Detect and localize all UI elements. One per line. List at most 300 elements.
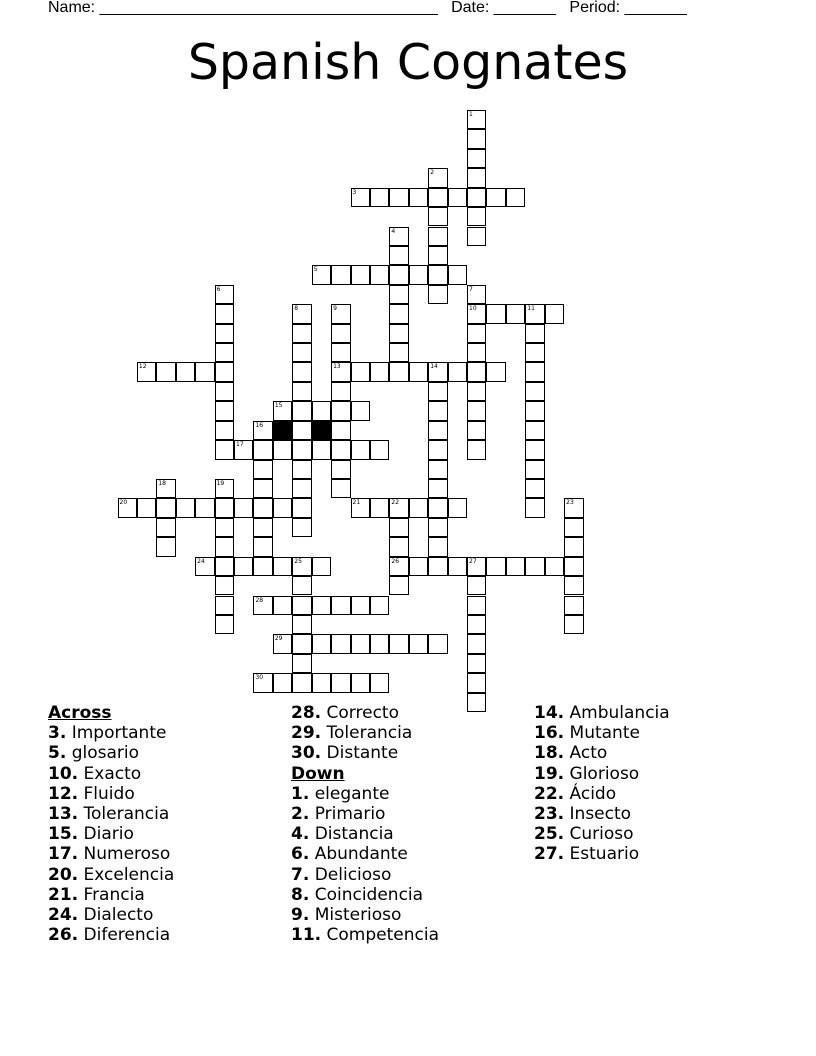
grid-cell[interactable] bbox=[486, 362, 505, 381]
grid-cell[interactable] bbox=[467, 440, 486, 459]
down-clue-9 bbox=[291, 905, 439, 925]
grid-cell[interactable] bbox=[253, 460, 272, 479]
grid-cell[interactable] bbox=[467, 285, 486, 304]
grid-cell[interactable] bbox=[370, 634, 389, 653]
down-clue-8 bbox=[291, 885, 439, 905]
cell-clue-number: 29 bbox=[274, 635, 283, 643]
grid-cell[interactable] bbox=[525, 557, 544, 576]
grid-cell[interactable] bbox=[389, 343, 408, 362]
grid-cell[interactable] bbox=[292, 421, 311, 440]
clue-number: 19. bbox=[534, 763, 565, 784]
date-line[interactable]: _______ bbox=[493, 0, 557, 16]
grid-cell[interactable] bbox=[428, 227, 447, 246]
grid-cell[interactable] bbox=[545, 557, 564, 576]
clue-number: 11. bbox=[291, 925, 322, 946]
cell-clue-number: 1 bbox=[469, 111, 473, 118]
grid-cell[interactable] bbox=[370, 498, 389, 517]
grid-cell[interactable] bbox=[428, 460, 447, 479]
clue-text: Primario bbox=[309, 804, 386, 825]
grid-cell[interactable] bbox=[273, 401, 292, 420]
cell-clue-number: 10 bbox=[469, 305, 477, 313]
grid-cell[interactable] bbox=[215, 324, 234, 343]
down-heading: Down bbox=[291, 763, 345, 784]
grid-cell[interactable] bbox=[195, 498, 214, 517]
grid-cell[interactable] bbox=[312, 557, 331, 576]
grid-cell[interactable] bbox=[234, 440, 253, 459]
grid-cell[interactable] bbox=[215, 615, 234, 634]
clue-number: 4. bbox=[291, 824, 310, 845]
grid-cell[interactable] bbox=[389, 285, 408, 304]
grid-cell[interactable] bbox=[312, 265, 331, 284]
grid-cell[interactable] bbox=[370, 440, 389, 459]
cell-clue-number: 19 bbox=[216, 479, 225, 487]
grid-cell[interactable] bbox=[215, 537, 234, 556]
grid-cell[interactable] bbox=[525, 324, 544, 343]
grid-cell[interactable] bbox=[409, 634, 428, 653]
cell-clue-number: 12 bbox=[138, 363, 147, 371]
grid-cell[interactable] bbox=[215, 576, 234, 595]
grid-cell[interactable] bbox=[273, 634, 292, 653]
grid-cell[interactable] bbox=[292, 596, 311, 615]
grid-cell[interactable] bbox=[389, 188, 408, 207]
clue-text: Tolerancia bbox=[321, 723, 413, 744]
grid-cell[interactable] bbox=[467, 382, 486, 401]
down-clue-6 bbox=[291, 844, 439, 864]
grid-cell[interactable] bbox=[467, 168, 486, 187]
grid-cell[interactable] bbox=[525, 498, 544, 517]
cell-clue-number: 15 bbox=[274, 402, 283, 410]
grid-cell[interactable] bbox=[156, 537, 175, 556]
grid-cell[interactable] bbox=[389, 557, 408, 576]
grid-cell[interactable] bbox=[137, 498, 156, 517]
clue-text: Diario bbox=[78, 824, 134, 845]
grid-cell[interactable] bbox=[448, 362, 467, 381]
clue-number: 30. bbox=[291, 743, 322, 764]
grid-cell[interactable] bbox=[351, 673, 370, 692]
grid-cell[interactable] bbox=[486, 188, 505, 207]
grid-cell[interactable] bbox=[545, 304, 564, 323]
clue-number: 3. bbox=[48, 723, 67, 744]
grid-cell[interactable] bbox=[467, 129, 486, 148]
grid-cell[interactable] bbox=[525, 479, 544, 498]
grid-cell[interactable] bbox=[486, 557, 505, 576]
cell-clue-number: 22 bbox=[391, 499, 400, 507]
grid-cell[interactable] bbox=[273, 673, 292, 692]
clue-text: Excelencia bbox=[78, 864, 175, 885]
grid-cell[interactable] bbox=[428, 634, 447, 653]
clue-text: Misterioso bbox=[309, 905, 402, 926]
cell-clue-number: 13 bbox=[333, 363, 341, 371]
across-clue-26 bbox=[48, 925, 174, 945]
grid-cell[interactable] bbox=[118, 498, 137, 517]
down-clue-11 bbox=[291, 925, 439, 945]
grid-cell[interactable] bbox=[292, 615, 311, 634]
cell-clue-number: 17 bbox=[236, 441, 244, 449]
cell-clue-number: 25 bbox=[294, 557, 302, 565]
down-clue-19 bbox=[534, 764, 670, 784]
grid-cell[interactable] bbox=[215, 421, 234, 440]
grid-cell[interactable] bbox=[467, 343, 486, 362]
grid-cell[interactable] bbox=[292, 401, 311, 420]
grid-cell[interactable] bbox=[331, 265, 350, 284]
grid-cell[interactable] bbox=[215, 362, 234, 381]
grid-cell[interactable] bbox=[351, 401, 370, 420]
grid-cell[interactable] bbox=[292, 634, 311, 653]
cell-clue-number: 18 bbox=[158, 479, 166, 487]
clue-text: elegante bbox=[309, 783, 390, 804]
grid-cell[interactable] bbox=[331, 324, 350, 343]
grid-cell[interactable] bbox=[467, 207, 486, 226]
cell-clue-number: 7 bbox=[469, 285, 473, 293]
cell-clue-number: 2 bbox=[430, 169, 435, 177]
clue-number: 14. bbox=[534, 703, 565, 723]
grid-cell[interactable] bbox=[389, 246, 408, 265]
grid-cell[interactable] bbox=[351, 596, 370, 615]
grid-cell[interactable] bbox=[428, 382, 447, 401]
clues-column-2 bbox=[291, 703, 439, 945]
grid-cell[interactable] bbox=[564, 498, 583, 517]
grid-cell[interactable] bbox=[331, 440, 350, 459]
down-clues-column-3 bbox=[534, 703, 670, 865]
cell-clue-number: 24 bbox=[197, 557, 205, 565]
grid-cell[interactable] bbox=[467, 693, 486, 712]
grid-cell[interactable] bbox=[156, 498, 175, 517]
grid-cell[interactable] bbox=[370, 265, 389, 284]
grid-cell[interactable] bbox=[428, 498, 447, 517]
across-clue-20 bbox=[48, 865, 174, 885]
grid-cell[interactable] bbox=[467, 304, 486, 323]
grid-cell[interactable] bbox=[525, 440, 544, 459]
cell-clue-number: 16 bbox=[255, 421, 264, 429]
clue-number: 12. bbox=[48, 783, 79, 804]
grid-cell[interactable] bbox=[467, 362, 486, 381]
grid-cell[interactable] bbox=[525, 382, 544, 401]
grid-cell[interactable] bbox=[215, 498, 234, 517]
grid-cell[interactable] bbox=[525, 304, 544, 323]
grid-cell[interactable] bbox=[331, 460, 350, 479]
grid-cell[interactable] bbox=[253, 518, 272, 537]
grid-cell[interactable] bbox=[351, 440, 370, 459]
across-heading: Across bbox=[48, 703, 112, 723]
clue-number: 16. bbox=[534, 723, 565, 744]
grid-cell[interactable] bbox=[564, 615, 583, 634]
clue-number: 18. bbox=[534, 743, 565, 764]
grid-cell[interactable] bbox=[292, 362, 311, 381]
grid-cell[interactable] bbox=[292, 343, 311, 362]
grid-cell[interactable] bbox=[525, 421, 544, 440]
grid-cell[interactable] bbox=[467, 673, 486, 692]
grid-cell[interactable] bbox=[467, 615, 486, 634]
grid-cell[interactable] bbox=[428, 168, 447, 187]
grid-cell[interactable] bbox=[428, 401, 447, 420]
down-clue-4 bbox=[291, 824, 439, 844]
across-clue-21 bbox=[48, 885, 174, 905]
grid-cell[interactable] bbox=[467, 596, 486, 615]
grid-cell[interactable] bbox=[467, 324, 486, 343]
grid-cell[interactable] bbox=[467, 654, 486, 673]
grid-cell[interactable] bbox=[428, 557, 447, 576]
grid-cell[interactable] bbox=[389, 518, 408, 537]
grid-cell[interactable] bbox=[448, 498, 467, 517]
clue-text: Glorioso bbox=[564, 763, 640, 784]
grid-cell[interactable] bbox=[215, 382, 234, 401]
grid-cell[interactable] bbox=[389, 634, 408, 653]
grid-cell[interactable] bbox=[292, 460, 311, 479]
grid-cell[interactable] bbox=[467, 634, 486, 653]
clue-number: 9. bbox=[291, 905, 310, 926]
grid-cell[interactable] bbox=[253, 479, 272, 498]
grid-cell[interactable] bbox=[215, 518, 234, 537]
across-clue-24 bbox=[48, 905, 174, 925]
grid-cell[interactable] bbox=[428, 285, 447, 304]
grid-cell[interactable] bbox=[312, 440, 331, 459]
grid-cell[interactable] bbox=[428, 479, 447, 498]
grid-cell[interactable] bbox=[564, 576, 583, 595]
grid-cell[interactable] bbox=[253, 673, 272, 692]
grid-cell[interactable] bbox=[389, 498, 408, 517]
grid-cell[interactable] bbox=[331, 382, 350, 401]
grid-cell[interactable] bbox=[234, 557, 253, 576]
grid-cell[interactable] bbox=[312, 401, 331, 420]
cell-clue-number: 30 bbox=[255, 674, 264, 682]
clue-number: 23. bbox=[534, 804, 565, 825]
cell-clue-number: 4 bbox=[391, 227, 396, 235]
grid-cell[interactable] bbox=[467, 576, 486, 595]
grid-cell[interactable] bbox=[525, 401, 544, 420]
grid-cell[interactable] bbox=[506, 304, 525, 323]
clue-text: Ambulancia bbox=[564, 703, 670, 723]
grid-cell[interactable] bbox=[428, 188, 447, 207]
down-clue-25 bbox=[534, 824, 670, 844]
cell-clue-number: 26 bbox=[391, 557, 400, 565]
name-line[interactable]: ______________________________________ bbox=[99, 0, 438, 16]
grid-cell[interactable] bbox=[312, 596, 331, 615]
grid-cell[interactable] bbox=[564, 518, 583, 537]
grid-cell[interactable] bbox=[448, 265, 467, 284]
clue-text: Insecto bbox=[564, 804, 632, 825]
down-clue-7 bbox=[291, 865, 439, 885]
grid-cell[interactable] bbox=[409, 362, 428, 381]
grid-cell[interactable] bbox=[448, 557, 467, 576]
grid-cell[interactable] bbox=[467, 401, 486, 420]
grid-cell[interactable] bbox=[389, 362, 408, 381]
grid-cell[interactable] bbox=[292, 673, 311, 692]
grid-cell[interactable] bbox=[273, 498, 292, 517]
clue-number: 26. bbox=[48, 925, 79, 946]
grid-cell[interactable] bbox=[389, 576, 408, 595]
grid-cell-black bbox=[312, 421, 331, 440]
grid-cell[interactable] bbox=[195, 362, 214, 381]
grid-cell[interactable] bbox=[292, 518, 311, 537]
clue-number: 7. bbox=[291, 864, 310, 885]
grid-cell[interactable] bbox=[156, 518, 175, 537]
grid-cell[interactable] bbox=[467, 557, 486, 576]
grid-cell[interactable] bbox=[428, 246, 447, 265]
grid-cell[interactable] bbox=[292, 324, 311, 343]
grid-cell[interactable] bbox=[409, 557, 428, 576]
grid-cell[interactable] bbox=[409, 498, 428, 517]
grid-cell[interactable] bbox=[273, 440, 292, 459]
grid-cell[interactable] bbox=[351, 265, 370, 284]
grid-cell[interactable] bbox=[506, 557, 525, 576]
grid-cell[interactable] bbox=[292, 304, 311, 323]
grid-cell[interactable] bbox=[292, 654, 311, 673]
down-clue-18 bbox=[534, 743, 670, 763]
grid-cell[interactable] bbox=[234, 498, 253, 517]
grid-cell[interactable] bbox=[467, 227, 486, 246]
grid-cell[interactable] bbox=[467, 110, 486, 129]
grid-cell[interactable] bbox=[370, 362, 389, 381]
grid-cell[interactable] bbox=[370, 596, 389, 615]
grid-cell[interactable] bbox=[389, 265, 408, 284]
clue-number: 28. bbox=[291, 703, 322, 723]
cell-clue-number: 23 bbox=[566, 499, 574, 507]
grid-cell[interactable] bbox=[312, 673, 331, 692]
grid-cell[interactable] bbox=[370, 188, 389, 207]
clue-text: Francia bbox=[78, 884, 145, 905]
period-line[interactable]: _______ bbox=[624, 0, 687, 16]
cell-clue-number: 5 bbox=[313, 266, 318, 274]
grid-cell[interactable] bbox=[564, 596, 583, 615]
grid-cell[interactable] bbox=[253, 557, 272, 576]
grid-cell[interactable] bbox=[331, 362, 350, 381]
grid-cell[interactable] bbox=[428, 440, 447, 459]
grid-cell[interactable] bbox=[215, 304, 234, 323]
grid-cell[interactable] bbox=[331, 401, 350, 420]
grid-cell[interactable] bbox=[331, 596, 350, 615]
grid-cell[interactable] bbox=[351, 498, 370, 517]
grid-cell[interactable] bbox=[389, 304, 408, 323]
grid-cell[interactable] bbox=[467, 149, 486, 168]
down-clue-2 bbox=[291, 804, 439, 824]
clue-text: Numeroso bbox=[78, 844, 171, 865]
grid-cell[interactable] bbox=[448, 188, 467, 207]
grid-cell[interactable] bbox=[253, 596, 272, 615]
across-clue-15 bbox=[48, 824, 174, 844]
grid-cell[interactable] bbox=[428, 421, 447, 440]
grid-cell[interactable] bbox=[292, 479, 311, 498]
cell-clue-number: 3 bbox=[352, 188, 357, 196]
cell-clue-number: 28 bbox=[255, 596, 264, 604]
grid-cell[interactable] bbox=[137, 362, 156, 381]
grid-cell[interactable] bbox=[331, 421, 350, 440]
name-label: Name: bbox=[48, 0, 96, 16]
clue-number: 2. bbox=[291, 804, 310, 825]
grid-cell[interactable] bbox=[215, 440, 234, 459]
grid-cell[interactable] bbox=[331, 479, 350, 498]
grid-cell[interactable] bbox=[486, 304, 505, 323]
grid-cell[interactable] bbox=[525, 362, 544, 381]
grid-cell[interactable] bbox=[292, 498, 311, 517]
grid-cell[interactable] bbox=[351, 362, 370, 381]
clue-number: 27. bbox=[534, 844, 565, 865]
grid-cell[interactable] bbox=[331, 673, 350, 692]
grid-cell[interactable] bbox=[215, 596, 234, 615]
grid-cell[interactable] bbox=[312, 634, 331, 653]
clue-number: 21. bbox=[48, 884, 79, 905]
grid-cell[interactable] bbox=[195, 557, 214, 576]
grid-cell[interactable] bbox=[273, 557, 292, 576]
grid-cell[interactable] bbox=[389, 537, 408, 556]
grid-cell[interactable] bbox=[292, 576, 311, 595]
grid-cell[interactable] bbox=[331, 634, 350, 653]
grid-cell[interactable] bbox=[389, 324, 408, 343]
grid-cell[interactable] bbox=[409, 188, 428, 207]
grid-cell[interactable] bbox=[215, 479, 234, 498]
grid-cell[interactable] bbox=[428, 265, 447, 284]
grid-cell[interactable] bbox=[176, 498, 195, 517]
grid-cell[interactable] bbox=[176, 362, 195, 381]
grid-cell[interactable] bbox=[273, 596, 292, 615]
grid-cell[interactable] bbox=[253, 440, 272, 459]
clue-number: 29. bbox=[291, 723, 322, 744]
grid-cell[interactable] bbox=[389, 227, 408, 246]
grid-cell[interactable] bbox=[292, 382, 311, 401]
grid-cell[interactable] bbox=[253, 421, 272, 440]
grid-cell[interactable] bbox=[428, 537, 447, 556]
clue-text: Estuario bbox=[564, 844, 640, 865]
grid-cell[interactable] bbox=[428, 362, 447, 381]
grid-cell[interactable] bbox=[564, 557, 583, 576]
grid-cell[interactable] bbox=[215, 343, 234, 362]
grid-cell[interactable] bbox=[292, 440, 311, 459]
grid-cell[interactable] bbox=[564, 537, 583, 556]
grid-cell[interactable] bbox=[409, 265, 428, 284]
clue-text: Competencia bbox=[321, 925, 439, 946]
clue-text: Diferencia bbox=[78, 925, 171, 946]
grid-cell[interactable] bbox=[351, 634, 370, 653]
grid-cell[interactable] bbox=[215, 557, 234, 576]
cell-clue-number: 21 bbox=[352, 499, 361, 507]
clue-text: Coincidencia bbox=[309, 884, 424, 905]
grid-cell[interactable] bbox=[253, 537, 272, 556]
grid-cell[interactable] bbox=[428, 207, 447, 226]
grid-cell[interactable] bbox=[215, 285, 234, 304]
grid-cell[interactable] bbox=[351, 188, 370, 207]
grid-cell[interactable] bbox=[253, 498, 272, 517]
grid-cell[interactable] bbox=[467, 421, 486, 440]
grid-cell[interactable] bbox=[370, 673, 389, 692]
grid-cell[interactable] bbox=[215, 401, 234, 420]
clue-text: Acto bbox=[564, 743, 608, 764]
grid-cell[interactable] bbox=[156, 362, 175, 381]
down-clue-23 bbox=[534, 804, 670, 824]
cell-clue-number: 27 bbox=[469, 557, 477, 565]
grid-cell[interactable] bbox=[428, 518, 447, 537]
grid-cell[interactable] bbox=[525, 343, 544, 362]
down-clue-16 bbox=[534, 723, 670, 743]
grid-cell[interactable] bbox=[331, 304, 350, 323]
clue-text: Dialecto bbox=[78, 905, 154, 926]
clue-number: 17. bbox=[48, 844, 79, 865]
grid-cell[interactable] bbox=[467, 188, 486, 207]
clue-text: Ácido bbox=[564, 783, 617, 804]
across-clue-12 bbox=[48, 784, 174, 804]
period-label: Period: bbox=[569, 0, 621, 16]
grid-cell[interactable] bbox=[331, 343, 350, 362]
grid-cell[interactable] bbox=[506, 188, 525, 207]
grid-cell[interactable] bbox=[292, 557, 311, 576]
grid-cell-black bbox=[273, 421, 292, 440]
down-clue-14 bbox=[534, 703, 670, 723]
clue-text: Tolerancia bbox=[78, 804, 170, 825]
cell-clue-number: 6 bbox=[216, 285, 221, 293]
grid-cell[interactable] bbox=[156, 479, 175, 498]
clue-number: 24. bbox=[48, 905, 79, 926]
cell-clue-number: 14 bbox=[430, 363, 438, 371]
clue-number: 15. bbox=[48, 824, 79, 845]
grid-cell[interactable] bbox=[525, 460, 544, 479]
